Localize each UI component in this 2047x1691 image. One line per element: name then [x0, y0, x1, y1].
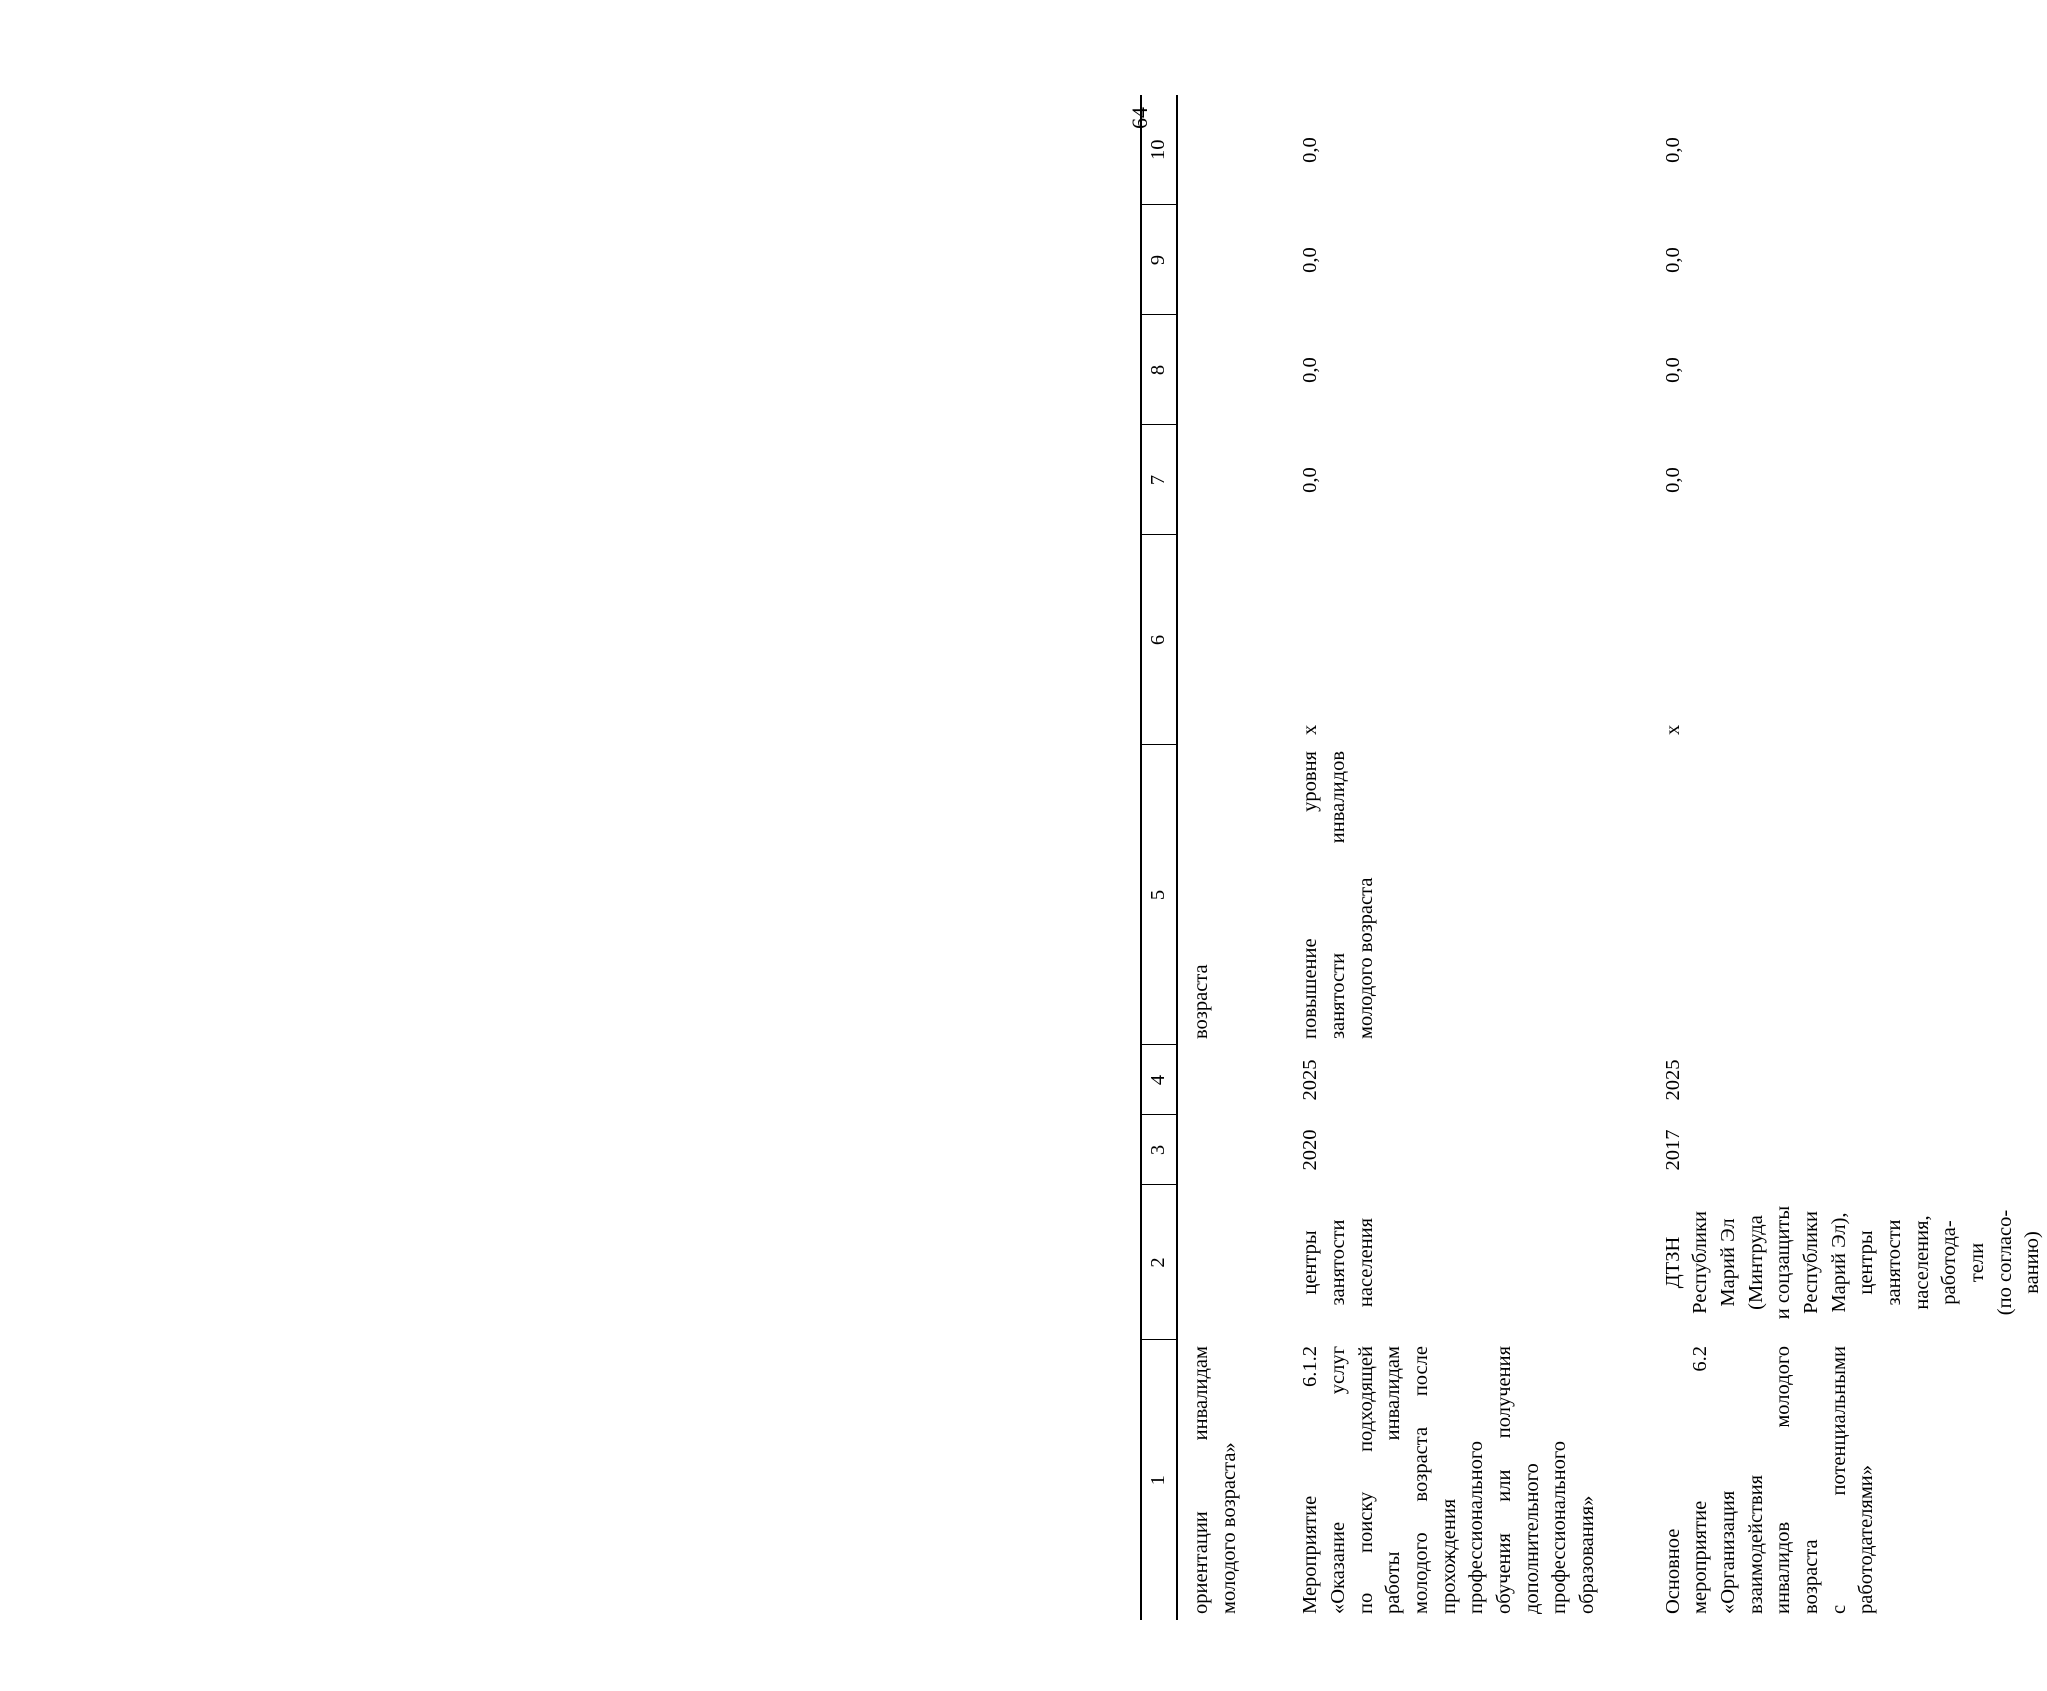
value-col-9-cell: 0,0	[1661, 247, 1684, 273]
value-col-9-cell: 0,0	[1299, 247, 1322, 273]
column-number-row	[1141, 95, 1177, 1620]
activity-name-cell	[1295, 1340, 1657, 1620]
text-line: и соцзащиты	[1772, 1205, 1795, 1320]
end-year-cell: 2025	[1661, 1059, 1684, 1101]
table-row	[1295, 95, 1657, 1620]
indicator-cell	[1177, 535, 1295, 745]
text-line: профессионального	[1548, 1441, 1571, 1614]
end-year-cell	[1177, 1045, 1295, 1115]
page-number: 64	[1127, 107, 1152, 129]
value-col-8-cell: 0,0	[1299, 357, 1322, 383]
text-line: занятости инвалидов	[1327, 751, 1350, 1039]
text-line: ванию)	[2021, 1231, 2044, 1294]
value-col-10-cell: 0,0	[1661, 137, 1684, 163]
header-col-5: 5	[1141, 745, 1177, 1045]
header-col-1: 1	[1141, 1340, 1177, 1620]
text-line: занятости	[1883, 1219, 1906, 1306]
value-col-7-cell: 0,0	[1661, 467, 1684, 493]
text-line: работодателями»	[1855, 1464, 1878, 1614]
start-year-cell: 2017	[1661, 1129, 1684, 1171]
text-line: дополнительного	[1520, 1463, 1543, 1614]
expected-result-cell	[1295, 745, 1657, 1045]
text-line: молодого возраста после	[1410, 1346, 1433, 1614]
header-col-7: 7	[1141, 425, 1177, 535]
indicator-cell: х	[1661, 724, 1684, 735]
value-col-7-cell: 0,0	[1299, 467, 1322, 493]
activity-name-cell	[1658, 1340, 2047, 1620]
value-col-10-cell: 0,0	[1299, 137, 1322, 163]
text-line: Основное	[1661, 1528, 1684, 1614]
text-line: образования»	[1576, 1495, 1599, 1614]
value-col-9-cell	[1177, 205, 1295, 315]
text-line: возраста	[1190, 964, 1212, 1039]
executor-cell	[1177, 1185, 1295, 1340]
text-line: молодого возраста	[1354, 877, 1377, 1039]
header-col-4: 4	[1141, 1045, 1177, 1115]
text-line: ДТЗН	[1661, 1236, 1684, 1289]
value-col-8-cell	[1177, 315, 1295, 425]
rotated-page-content	[1140, 95, 2044, 1620]
text-line: по поиску подходящей	[1354, 1346, 1377, 1614]
text-line: тели	[1966, 1242, 1989, 1283]
text-line: Марий Эл),	[1827, 1212, 1850, 1313]
text-line: с потенциальными	[1827, 1346, 1850, 1614]
text-line: работода-	[1938, 1220, 1961, 1305]
text-line: инвалидов молодого	[1772, 1346, 1795, 1614]
activity-name-cell	[1177, 1340, 1295, 1620]
header-col-2: 2	[1141, 1185, 1177, 1340]
expected-result-cell	[1658, 745, 2047, 1045]
text-line: прохождения	[1437, 1498, 1460, 1614]
text-line: занятости	[1327, 1219, 1350, 1306]
table-row	[1177, 95, 1295, 1620]
text-line: (Минтруда	[1744, 1215, 1767, 1310]
text-line: мероприятие 6.2	[1689, 1346, 1712, 1614]
text-line: Республики	[1689, 1211, 1712, 1314]
text-line: Марий Эл	[1717, 1218, 1740, 1307]
text-line: населения,	[1910, 1215, 1933, 1310]
text-line: работы инвалидам	[1382, 1346, 1405, 1614]
text-line: населения	[1354, 1217, 1377, 1308]
text-line: «Организация	[1717, 1490, 1740, 1614]
program-activities-table	[1140, 95, 2047, 1620]
executor-cell	[1658, 1185, 2047, 1340]
indicator-cell: х	[1299, 724, 1322, 735]
text-line: «Оказание услуг	[1327, 1346, 1350, 1614]
text-line: молодого возраста»	[1217, 1442, 1240, 1614]
end-year-cell: 2025	[1299, 1059, 1322, 1101]
text-line: возраста	[1800, 1539, 1823, 1614]
header-col-9: 9	[1141, 205, 1177, 315]
text-line: центры	[1299, 1230, 1322, 1295]
text-line: взаимодействия	[1744, 1474, 1767, 1614]
text-line: ориентации инвалидам	[1190, 1346, 1212, 1614]
text-line: центры	[1855, 1230, 1878, 1295]
start-year-cell	[1177, 1115, 1295, 1185]
text-line: Мероприятие 6.1.2	[1299, 1346, 1322, 1614]
value-col-10-cell	[1177, 95, 1295, 205]
header-col-6: 6	[1141, 535, 1177, 745]
table-row	[1658, 95, 2047, 1620]
header-col-8: 8	[1141, 315, 1177, 425]
start-year-cell: 2020	[1299, 1129, 1322, 1171]
value-col-8-cell: 0,0	[1661, 357, 1684, 383]
text-line: Республики	[1800, 1211, 1823, 1314]
expected-result-cell	[1177, 745, 1295, 1045]
value-col-7-cell	[1177, 425, 1295, 535]
header-col-10: 10	[1141, 95, 1177, 205]
text-line: обучения или получения	[1493, 1346, 1516, 1614]
text-line: профессионального	[1465, 1441, 1488, 1614]
text-line: повышение уровня	[1299, 751, 1322, 1039]
executor-cell	[1295, 1185, 1657, 1340]
text-line: (по согласо-	[1993, 1209, 2016, 1316]
header-col-3: 3	[1141, 1115, 1177, 1185]
